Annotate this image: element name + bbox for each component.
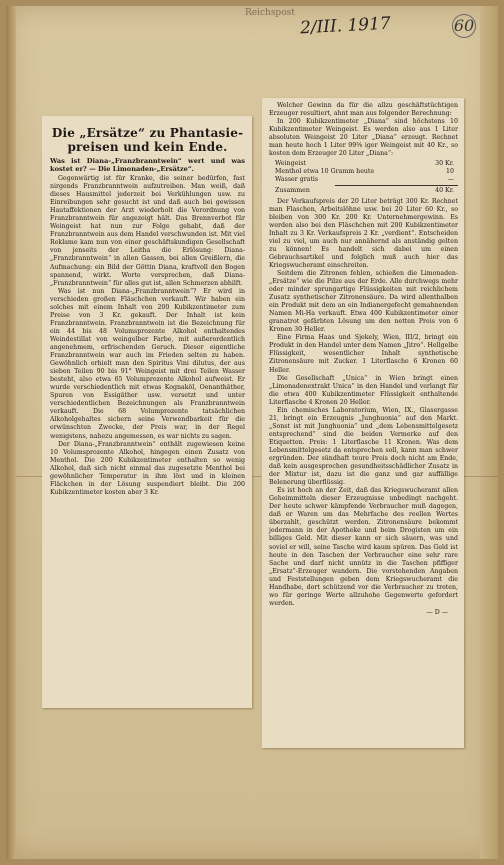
calc-value: 40 Kr. [435,187,454,195]
article-headline: Die „Ersätze“ zu Phantasiepreisen und kein Ende. [51,126,244,154]
calc-label: Wasser gratis [275,176,319,184]
author-signature: — D — [426,608,448,616]
paragraph: Der Verkaufspreis der 20 Liter beträgt 300 Kr. Rechnet man Flaschen, Arbeitslöhne usw. bei 20 Liter 60 Kr., so bleiben von 300 Kr. 200 Kr. Unternehmergewinn. Es werden also bei den Fläschchen mit 200 Kubikzentimeter Inhalt zu 3 Kr. Verkaufspreis 2 Kr. „verdient“. Entscheiden viel zu viel, um auch nur annähernd als anständig gelten zu können! Es handelt sich dabei um einen Gebrauchsartikel und folglich muß auch hier das Kriegswucheramt einschreiten. [269,197,458,269]
clipping-right-column [262,98,464,748]
clipping-left-column [42,116,252,708]
backing-strip [480,6,498,859]
calc-total-row [275,187,458,195]
paragraph: Der Diana-„Franzbranntwein“ enthält zugewiesen keine 10 Volumsprozente Alkohol, hingegen einen Zusatz von Menthol. Die 200 Kubikzentimeter enthalten so wenig Alkohol, daß sich nicht einmal das zugesetzte Menthol bei gewöhnlicher Temperatur in ihm löst und in kleinen Fläckchen in der Lösung suspendiert bleibt. Die 200 Kubikzentimeter kosten aber 3 Kr. [50,440,245,496]
article-subhead: Was ist Diana-„Franzbranntwein“ wert und was kostet er? — Die Limonaden-„Ersätze“. [50,157,245,173]
masthead-fragment: Reichspost [245,8,295,18]
paragraph: Gegenwärtig ist für Kranke, die seiner bedürfen, fast nirgends Franzbranntwein aufzutreiben. Man weiß, daß dieses Hausmittel jederzeit bei Verkühlungen usw. zu Einreibungen sehr gesucht ist und daß auch bei gewissen Hautaffektionen der Arzt wiederholt die Verordnung von Franzbranntwein für angezeigt hält. Das Brennverbot für Weingeist hat nun zur Folge gehabt, daß der Franzbranntwein aus dem Handel verschwunden ist. Mit viel Reklame kam nun von einer geschäftskundigen Gesellschaft von jenseits der Leitha die Erlösung: Diana-„Franzbranntwein“ in allen Gassen, bei allen Greißlern, die Aufmachung: ein Bild der Göttin Diana, kraftvoll den Bogen spannend, wirkt. Worte versprechen, daß Diana-„Franzbranntwein“ für alles gut ist, allen Schmerzen abhilft. [50,175,245,287]
paragraph: Was ist nun Diana-„Franzbranntwein“? Er wird in verschieden großen Fläschchen verkauft. Wir haben ein solches mit einem Inhalt von 200 Kubikzentimeter zum Preise von 3 Kr. gekauft. Der Inhalt ist kein Franzbranntwein. Franzbranntwein ist die Bezeichnung für ein 44 bis 48 Volumsprozente Alkohol enthaltendes Weindestillat von weingelber Farbe, mit außerordentlich angenehmem, erfrischenden Geruch. Dieser eigentliche Franzbranntwein war auch im Frieden selten zu haben. Gewöhnlich erhielt man den Spiritus Vini dilutus, der aus sieben Teilen 90 bis 91° Weingeist mit drei Teilen Wasser besteht, also etwa 65 Volumprozente Alkohol aufweist. Er wurde verschiedentlich mit etwas Kognaköl, Oenanthäther, Spuren von Essigäther usw. versetzt und unter verschiedentlichen Bezeichnungen als Franzbranntwein verkauft. Die 68 Volumprozente tatsächlichen Alkoholgehaltes sichern seine Verwendbarkeit für die erwünschten Zwecke, der Preis war, in der Regel wenigstens, nahezu angemessen, es war nichts zu sagen. [50,287,245,440]
scan-edge [6,6,16,859]
calc-row [275,176,458,184]
page-number: 60 [452,14,476,38]
paragraph: Seitdem die Zitronen fehlen, schießen die Limonaden-„Ersätze“ wie die Pilze aus der Erde. Alle durchwegs mehr oder minder sprungartige Flüssigkeiten mit reichlichem Zusatz synthetischer Zitronensäure. Da wird allenthalben ein Produkt mit dem an ein Indianergefecht gemahnenden Namen Mi-Ha verkauft. Etwa 400 Kubikzentimeter einer granatrot gefärbten Lösung um den netten Preis von 6 Kronen 30 Heller. [269,269,458,334]
calc-label: Weingeist [275,160,307,168]
paragraph: Es ist hoch an der Zeit, daß das Kriegswucheramt allen Geheimmitteln dieser Erzeugnisse unbedingt nachgeht. Der heute schwer kämpfende Verbraucher muß dagegen, daß er Waren um das Mehrfache des reellen Wertes überzahlt, geschützt werden. Zitronensäure bekommt jedermann in der Apotheke und beim Drogisten um ein billiges Geld. Mit dieser kann er sich säuern, was und soviel er will, seine Tasche wird kaum spüren. Das Geld ist heute in den Taschen der Verbraucher eine sehr rare Sache und darf nicht unnütz in die Taschen pfiffiger „Ersatz“-Erzeuger wandern. Die vorstehenden Angaben und Feststellungen geben dem Kriegswucheramt die Handhabe, dort schützend vor die Verbraucher zu treten, wo für geringe Werte allzuhohe Gegenwerte gefordert werden. [269,487,458,607]
calc-value: 10 [446,168,454,176]
handwritten-date: 2/III. 1917 [299,13,392,39]
calc-row [275,160,458,168]
paragraph: Welcher Gewinn da für die allzu geschäftstüchtigen Erzeuger resultiert, ahnt man aus folgender Berechnung: [269,102,458,118]
calc-row [275,168,458,176]
calc-label: Menthol etwa 10 Gramm heute [275,168,375,176]
paragraph: Eine Firma Haas und Sjekely, Wien, III/2, bringt ein Produkt in den Handel unter dem Namen „Jitro“. Hellgelbe Flüssigkeit, wesentlicher Inhalt synthetische Zitronensäure mit Zucker. 1 Literflasche 6 Kronen 60 Heller. [269,334,458,374]
sum-rule [335,185,458,186]
paragraph: Die Gesellschaft „Unica“ in Wien bringt einen „Limonadenextrakt Unica“ in den Handel und verlangt für die etwa 400 Kubikzentimeter Flüssigkeit enthaltende Literflasche 4 Kronen 20 Heller. [269,374,458,406]
paragraph: Ein chemisches Laboratorium, Wien, IX., Glasergasse 21, bringt ein Erzeugnis „Junghuonia“ auf den Markt. „Sonst ist mit Junghuonia“ und „dem Lebensmittelgesetz entsprechend“ sind die beiden Vermerke auf den Etiquetten. Preis: 1 Literflasche 11 Kronen. Was dem Lebensmittelgesetz da entsprechen soll, kann man schwer ergründen. Der sündhaft teure Preis doch nicht am Ende, daß kein ausgesprochen gesundheitsschädlicher Zusatz in der Mixtur ist, dazu ist die ganz und gar auffällige Belenerung überflüssig. [269,406,458,487]
calc-value: — [447,176,454,184]
calc-label: Zusammen [275,187,310,195]
paragraph: In 200 Kubikzentimeter „Diana“ sind höchstens 10 Kubikzentimeter Weingeist. Es werden also aus 1 Liter absoluten Weingeist 20 Liter „Diana“ erzeugt. Rechnet man heute hoch 1 Liter 99⅜ iger Weingeist mit 40 Kr., so kosten dem Erzeuger 20 Liter „Diana“: [269,118,458,158]
calc-value: 30 Kr. [435,160,454,168]
cost-calculation [275,160,458,195]
